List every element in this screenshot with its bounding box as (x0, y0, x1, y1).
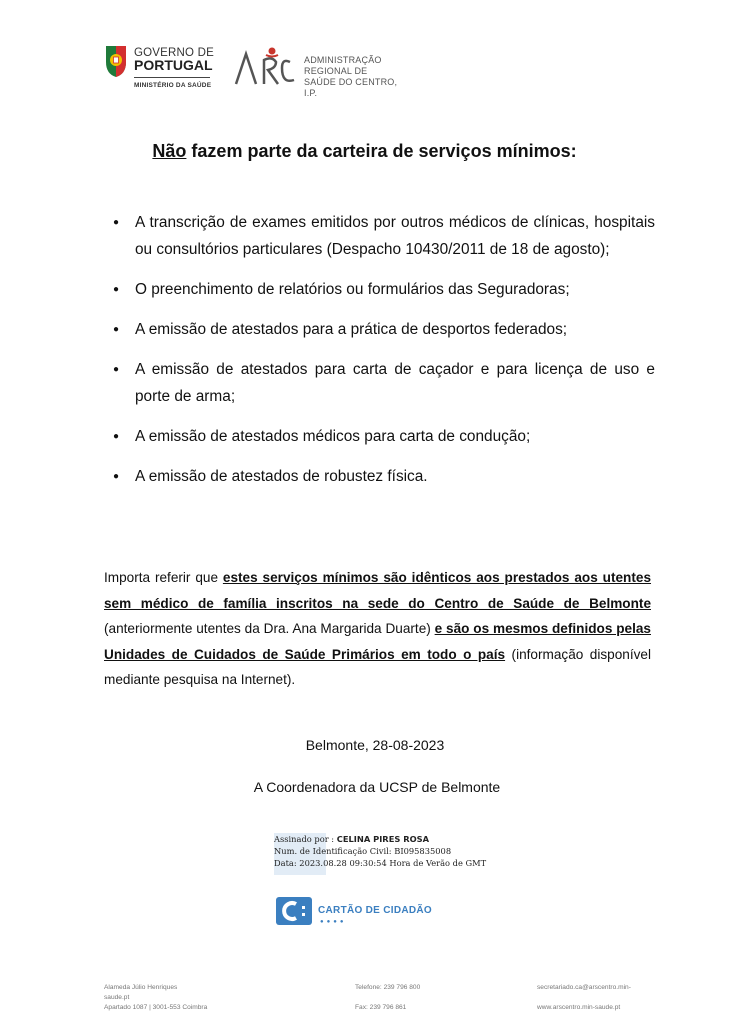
footer-website: www.arscentro.min-saude.pt (537, 1004, 621, 1011)
gov-ministry: MINISTÉRIO DA SAÚDE (134, 82, 212, 89)
footer-email: secretariado.ca@arscentro.min- (537, 984, 631, 991)
footer-fax: Fax: 239 796 861 (355, 1004, 407, 1011)
list-item-text: A emissão de atestados de robustez física. (135, 468, 428, 485)
list-item-text: A emissão de atestados para carta de caçador e para licença de uso e porte de arma; (135, 361, 655, 405)
para-part3: (anteriormente utentes da Dra. Ana Margarida Duarte) (104, 621, 435, 636)
bullet-icon: ● (113, 471, 120, 482)
title-rest: fazem parte da carteira de serviços mínimos: (186, 141, 577, 161)
bullet-icon: ● (113, 431, 120, 442)
list-item-text: A emissão de atestados médicos para carta de condução; (135, 428, 531, 445)
footer-address1: Alameda Júlio Henriques (104, 984, 178, 991)
list-item (110, 463, 655, 490)
governo-portugal-logo (104, 44, 214, 96)
footer-address (104, 983, 244, 1013)
arsc-line1: ADMINISTRAÇÃO (304, 55, 382, 65)
page-title (0, 141, 729, 162)
para-part5: (informação disponível mediante pesquisa na Internet). (104, 646, 651, 687)
footer-address2: saude.pt (104, 994, 130, 1001)
title-underlined: Não (152, 141, 187, 161)
services-list (110, 209, 655, 503)
cartao-cidadao-icon (276, 897, 312, 925)
list-item-text: O preenchimento de relatórios ou formulários das Seguradoras; (135, 281, 570, 298)
portugal-emblem-icon (104, 44, 128, 78)
list-item-text: A transcrição de exames emitidos por outros médicos de clínicas, hospitais ou consultórios particulares (Despacho 10430/2011 de 18 de agosto); (135, 214, 655, 258)
para-part1: Importa referir que (104, 570, 223, 585)
list-item (110, 423, 655, 450)
para-highlight1: estes serviços mínimos são idênticos aos prestados aos utentes sem médico de família inscritos na sede do Centro de Saúde de Belmonte (104, 570, 652, 611)
bullet-icon: ● (113, 324, 120, 335)
arsc-name (304, 55, 412, 99)
arsc-line2: REGIONAL DE (304, 66, 368, 76)
footer-phone: Telefone: 239 796 800 (355, 984, 421, 991)
signer-name: CELINA PIRES ROSA (336, 834, 430, 844)
arsc-mark-icon (232, 46, 302, 90)
bullet-icon: ● (113, 364, 120, 375)
date-line: Belmonte, 28-08-2023 (305, 737, 445, 753)
coordinator-line: A Coordenadora da UCSP de Belmonte (253, 779, 501, 795)
list-item (110, 209, 655, 263)
cartao-cidadao-badge (276, 895, 456, 927)
footer-contacts (355, 983, 475, 1013)
gov-divider (134, 77, 210, 78)
signature-date: Data: 2023.08.28 09:30:54 Hora de Verão de GMT (274, 858, 487, 868)
cartao-cidadao-label: CARTÃO DE CIDADÃO (318, 905, 432, 916)
cartao-dots: ●●●● (320, 919, 347, 925)
footer-spacer (537, 993, 697, 1003)
footer-address3: Apartado 1087 | 3001-553 Coimbra (104, 1004, 208, 1011)
digital-signature (274, 833, 494, 869)
footer-spacer (355, 993, 475, 1003)
list-item (110, 276, 655, 303)
signed-by-label: Assinado por : (274, 834, 335, 844)
footer-web (537, 983, 697, 1013)
list-item (110, 316, 655, 343)
bullet-icon: ● (113, 284, 120, 295)
gov-line1: GOVERNO DE (134, 47, 214, 59)
arsc-line3: SAÚDE DO CENTRO, I.P. (304, 77, 398, 98)
bullet-icon: ● (113, 217, 120, 228)
note-paragraph (104, 565, 651, 693)
list-item (110, 356, 655, 410)
gov-line2: PORTUGAL (134, 57, 213, 73)
signature-id: Num. de Identificação Civil: BI095835008 (274, 846, 452, 856)
para-highlight2: e são os mesmos definidos pelas Unidades de Cuidados de Saúde Primários em todo o país (104, 621, 651, 662)
arsc-logo (232, 46, 412, 98)
list-item-text: A emissão de atestados para a prática de desportos federados; (135, 321, 568, 338)
